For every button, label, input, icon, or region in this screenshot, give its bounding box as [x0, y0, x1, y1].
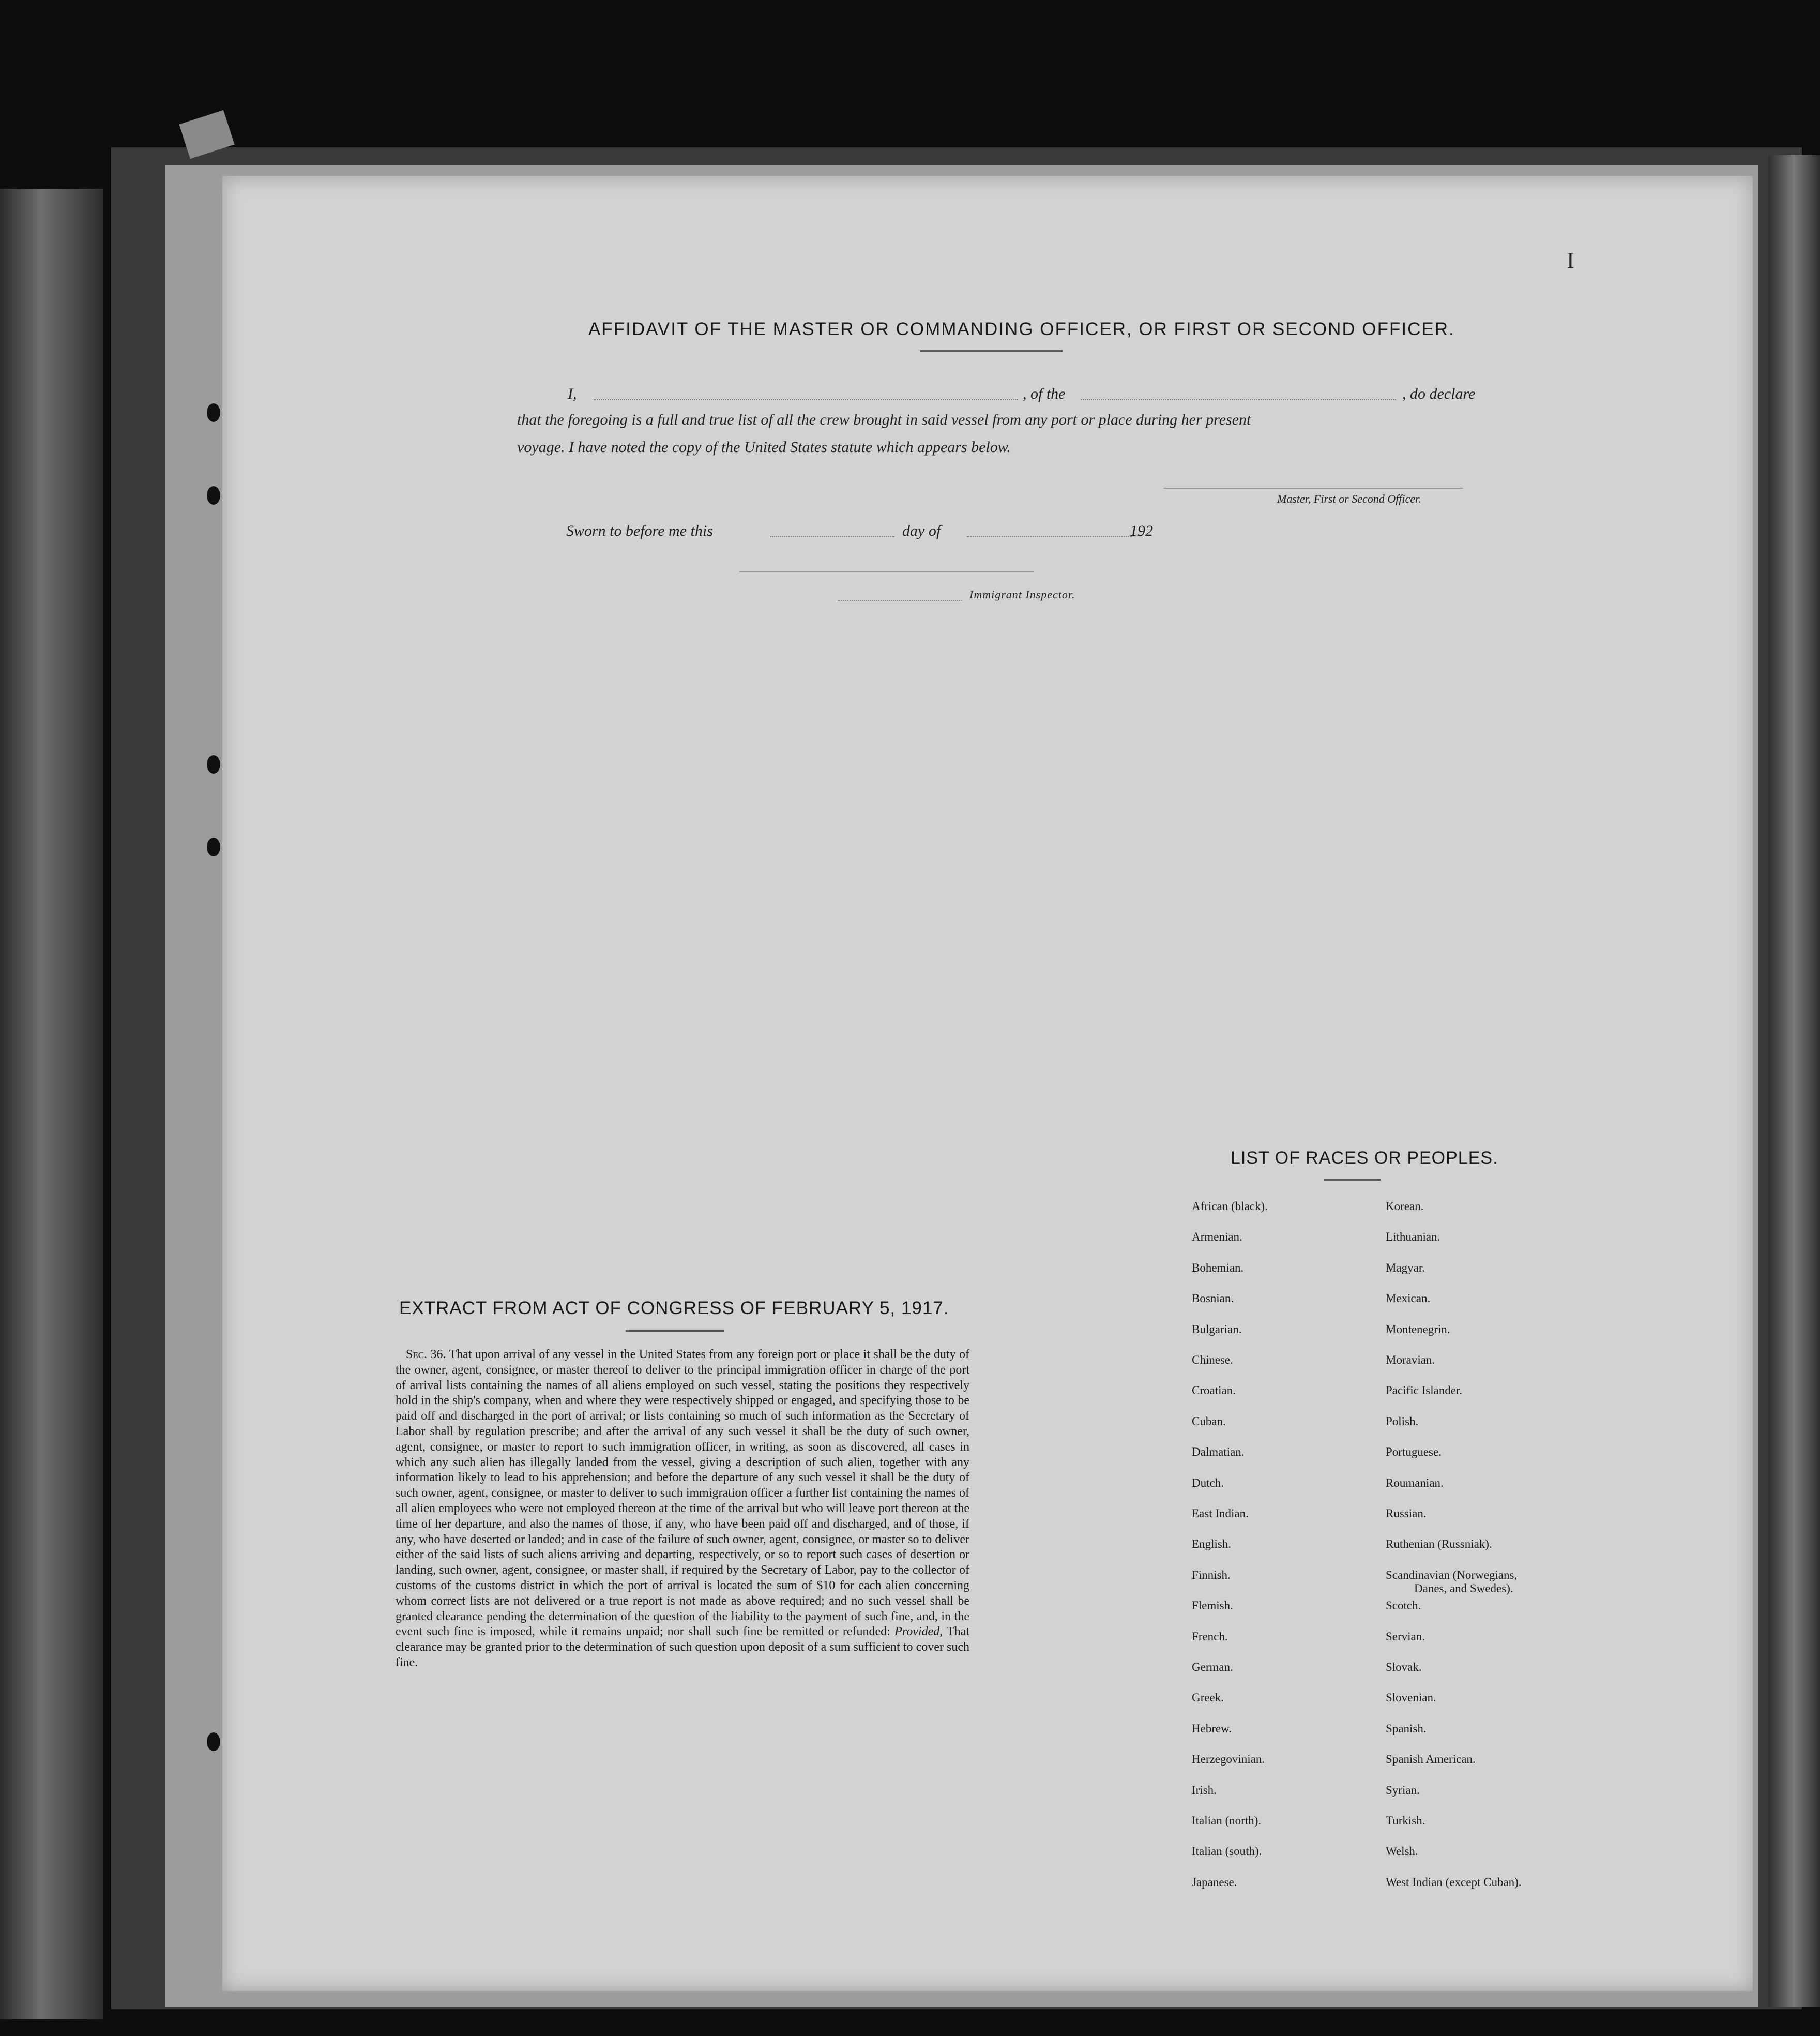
race-row	[1192, 1507, 1605, 1538]
race-entry-left: Bohemian.	[1192, 1261, 1244, 1274]
race-entry-left: English.	[1192, 1537, 1232, 1550]
race-entry-right: West Indian (except Cuban).	[1386, 1876, 1522, 1889]
page-marker: I	[1567, 248, 1574, 273]
race-row	[1192, 1661, 1605, 1692]
race-entry-right: Lithuanian.	[1386, 1230, 1440, 1243]
race-row	[1192, 1476, 1605, 1507]
race-entry-left: Bulgarian.	[1192, 1323, 1242, 1336]
race-row	[1192, 1537, 1605, 1569]
race-entry-left: Irish.	[1192, 1784, 1217, 1797]
sworn-year: 192	[1130, 522, 1153, 539]
race-entry-right: Servian.	[1386, 1630, 1425, 1643]
master-signature-label: Master, First or Second Officer.	[1277, 492, 1421, 505]
race-row	[1192, 1292, 1605, 1323]
race-entry-left: Herzegovinian.	[1192, 1753, 1265, 1766]
race-entry-right: Russian.	[1386, 1507, 1427, 1520]
race-entry-right: Turkish.	[1386, 1814, 1425, 1827]
punch-hole	[207, 755, 220, 774]
race-row	[1192, 1784, 1605, 1815]
race-entry-left: German.	[1192, 1661, 1233, 1673]
sworn-month-blank	[967, 536, 1132, 537]
race-entry-right: Portuguese.	[1386, 1445, 1442, 1458]
extract-title: EXTRACT FROM ACT OF CONGRESS OF FEBRUARY 5, 1917.	[399, 1298, 949, 1318]
affidavit-title-rule	[920, 350, 1063, 352]
race-row	[1192, 1753, 1605, 1784]
sworn-prefix: Sworn to before me this	[566, 522, 713, 539]
inspector-label: Immigrant Inspector.	[969, 588, 1075, 601]
race-entry-left: Greek.	[1192, 1691, 1224, 1704]
race-row	[1192, 1691, 1605, 1722]
race-entry-left: Dalmatian.	[1192, 1445, 1245, 1458]
race-entry-right: Spanish American.	[1386, 1753, 1476, 1766]
race-entry-left: Hebrew.	[1192, 1722, 1232, 1735]
race-entry-right: Moravian.	[1386, 1353, 1435, 1366]
punch-hole	[207, 403, 220, 422]
adjacent-page-right	[1768, 155, 1820, 2007]
race-entry-right: Scandinavian (Norwegians,	[1386, 1569, 1518, 1581]
statute-section-label: Sec. 36.	[406, 1348, 446, 1361]
race-entry-left: French.	[1192, 1630, 1228, 1643]
race-row	[1192, 1230, 1605, 1261]
race-entry-left: East Indian.	[1192, 1507, 1249, 1520]
sworn-day-blank	[770, 536, 894, 537]
race-entry-right: Korean.	[1386, 1200, 1424, 1213]
race-entry-right: Spanish.	[1386, 1722, 1427, 1735]
statute-body: That upon arrival of any vessel in the United States from any foreign port or place it shall be the duty of the owner, agent, consignee, or master thereof to deliver to the principal immigration officer in charge of the port of arrival lists containing the names of all aliens employed on such vessel, stating the positions they respectively hold in the ship's company, when and where they were respectively shipped or engaged, and specifying those to be paid off and discharged in the port of arrival; or lists containing so much of such information as the Secretary of Labor shall by regulation prescribe; and after the arrival of any such vessel it shall be the duty of such owner, agent, consignee, or master to report to such immigration officer, in writing, as soon as discovered, all cases in which any such alien has illegally landed from the vessel, giving a description of such alien, together with any information likely to lead to his apprehension; and before the departure of any such vessel it shall be the duty of such owner, agent, consignee, or master to deliver to such immigration officer a further list containing the names of all alien employees who were not employed thereon at the time of the arrival but who will leave port thereon at the time of her departure, and also the names of those, if any, who have been paid off and discharged, and of those, if any, who have deserted or landed; and in case of the failure of such owner, agent, consignee, or master so to deliver either of the said lists of such aliens arriving and departing, respectively, or so to report such cases of desertion or landing, such owner, agent, consignee, or master shall, if required by the Secretary of Labor, pay to the collector of customs of the customs district in which the port of arrival is located the sum of $10 for each alien concerning whom correct lists are not delivered or a true report is not made as above required; and no such vessel shall be granted clearance pending the determination of the question of the liability to the payment of such fine, and, in the event such fine is imposed, while it remains unpaid; nor shall such fine be remitted or refunded:	[396, 1348, 969, 1639]
race-entry-left: Bosnian.	[1192, 1292, 1234, 1305]
punch-hole	[207, 486, 220, 505]
race-entry-right: Slovak.	[1386, 1661, 1422, 1673]
affidavit-line3: voyage. I have noted the copy of the United States statute which appears below.	[517, 439, 1011, 456]
race-row	[1192, 1323, 1605, 1354]
race-entry-right: Polish.	[1386, 1415, 1419, 1428]
race-row	[1192, 1384, 1605, 1415]
races-title-rule	[1324, 1179, 1381, 1181]
affidavit-line2: that the foregoing is a full and true list of all the crew brought in said vessel from any port or place during her present	[517, 411, 1251, 428]
race-entry-continuation: Danes, and Swedes).	[1414, 1582, 1513, 1595]
inspector-dotted-line	[838, 600, 962, 601]
race-row	[1192, 1722, 1605, 1753]
race-entry-left: Chinese.	[1192, 1353, 1233, 1366]
race-entry-right: Magyar.	[1386, 1261, 1425, 1274]
race-entry-right: Mexican.	[1386, 1292, 1431, 1305]
extract-statute-text	[396, 1347, 969, 1671]
race-row	[1192, 1415, 1605, 1446]
sworn-day-label: day of	[902, 522, 941, 539]
race-row	[1192, 1630, 1605, 1661]
affidavit-line1-middle: , of the	[1023, 385, 1066, 402]
race-entry-left: Armenian.	[1192, 1230, 1242, 1243]
extract-title-rule	[626, 1330, 724, 1332]
race-entry-left: Cuban.	[1192, 1415, 1226, 1428]
vessel-name-blank	[1081, 399, 1396, 400]
race-entry-left: African (black).	[1192, 1200, 1268, 1213]
master-signature-line	[1163, 488, 1463, 489]
race-row	[1192, 1445, 1605, 1476]
affidavit-title: AFFIDAVIT OF THE MASTER OR COMMANDING OFFICER, OR FIRST OR SECOND OFFICER.	[588, 319, 1455, 339]
statute-body-end: That clearance may be granted prior to the determination of such question upon deposit of a sum sufficient to cover such fine.	[396, 1625, 969, 1669]
statute-provided: Provided,	[894, 1625, 943, 1639]
race-entry-right: Slovenian.	[1386, 1691, 1436, 1704]
race-row	[1192, 1569, 1605, 1600]
race-row	[1192, 1814, 1605, 1845]
race-entry-right: Montenegrin.	[1386, 1323, 1450, 1336]
race-row	[1192, 1261, 1605, 1292]
inspector-signature-line	[739, 571, 1034, 572]
affidavit-line1-suffix: , do declare	[1402, 385, 1476, 402]
races-title: LIST OF RACES OR PEOPLES.	[1231, 1148, 1498, 1168]
race-entry-left: Italian (north).	[1192, 1814, 1262, 1827]
punch-hole	[207, 838, 220, 856]
race-row	[1192, 1845, 1605, 1876]
race-row	[1192, 1599, 1605, 1630]
adjacent-page-left	[0, 189, 103, 2019]
punch-hole	[207, 1732, 220, 1751]
race-row	[1192, 1876, 1605, 1907]
race-entry-right: Ruthenian (Russniak).	[1386, 1537, 1492, 1550]
race-entry-left: Flemish.	[1192, 1599, 1233, 1612]
master-name-blank	[594, 399, 1018, 400]
race-entry-right: Scotch.	[1386, 1599, 1421, 1612]
race-entry-right: Welsh.	[1386, 1845, 1418, 1858]
race-entry-left: Japanese.	[1192, 1876, 1237, 1889]
race-entry-right: Pacific Islander.	[1386, 1384, 1463, 1397]
race-entry-left: Dutch.	[1192, 1476, 1224, 1489]
race-entry-left: Italian (south).	[1192, 1845, 1262, 1858]
race-entry-right: Roumanian.	[1386, 1476, 1444, 1489]
race-entry-left: Finnish.	[1192, 1569, 1231, 1581]
race-row	[1192, 1200, 1605, 1231]
race-entry-right: Syrian.	[1386, 1784, 1420, 1797]
race-row	[1192, 1353, 1605, 1384]
race-entry-left: Croatian.	[1192, 1384, 1236, 1397]
affidavit-line1-prefix: I,	[568, 385, 577, 402]
